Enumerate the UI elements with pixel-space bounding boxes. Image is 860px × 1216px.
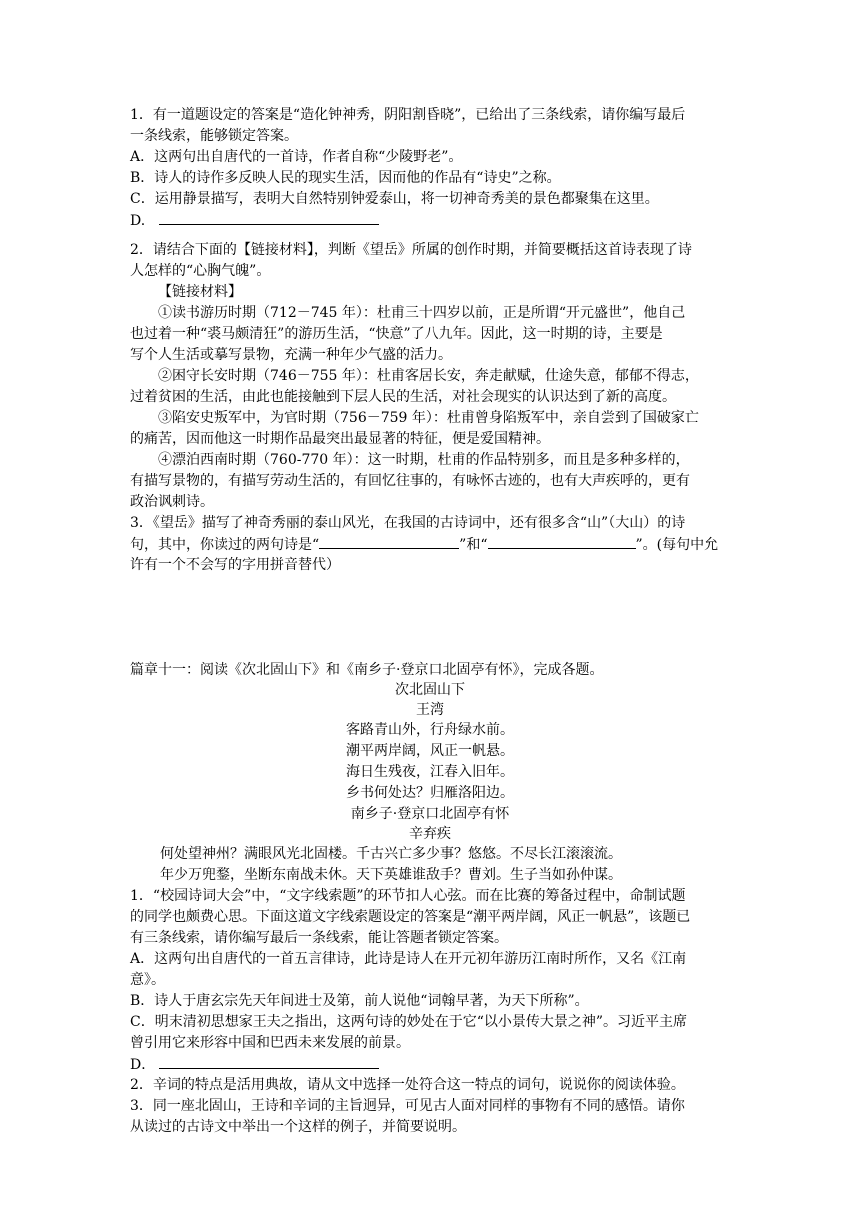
s2-q1-option-c-1: C．明末清初思想家王夫之指出，这两句诗的妙处在于它“以小景传大景之神”。习近平主席 [130, 1014, 688, 1030]
poem1-line-4: 乡书何处达？归雁洛阳边。 [346, 785, 514, 801]
s1-q2-line-1: 2．请结合下面的【链接材料】，判断《望岳》所属的创作时期，并简要概括这首诗表现了诗 [130, 242, 692, 258]
s2-q1-option-a-2: 意》。 [130, 972, 165, 988]
s1-q1-answer-blank[interactable] [159, 210, 379, 225]
s2-q1-option-b: B．诗人于唐玄宗先天年间进士及第，前人说他“词翰早著，为天下所称”。 [130, 993, 589, 1009]
s2-q1-d-label: D． [130, 1057, 156, 1073]
s2-q3-line-1: 3．同一座北固山，王诗和辛词的主旨迥异，可见古人面对同样的事物有不同的感悟。请你 [130, 1098, 685, 1114]
s2-q1-option-a-1: A．这两句出自唐代的一首五言律诗，此诗是诗人在开元初年游历江南时所作，又名《江南 [130, 951, 687, 967]
s1-q2-line-2: 人怎样的“心胸气魄”。 [130, 263, 271, 279]
s1-q2-material-line-8: ④漂泊西南时期（760-770 年）：这一时期，杜甫的作品特别多，而且是多种多样的， [158, 452, 690, 468]
s1-q3-text-a: 句，其中，你读过的两句诗是“ [130, 537, 320, 553]
s2-heading: 篇章十一：阅读《次北固山下》和《南乡子·登京口北固亭有怀》，完成各题。 [130, 662, 604, 678]
s1-q2-material-line-7: 的痛苦，因而他这一时期作品最突出最显著的特征，便是爱国精神。 [130, 431, 550, 447]
poem2-line-1: 何处望神州？满眼风光北固楼。千古兴亡多少事？悠悠。不尽长江滚滚流。 [160, 846, 622, 862]
s1-q3-line-3: 许有一个不会写的字用拼音替代） [130, 557, 340, 573]
s2-q1-line-2: 的同学也颇费心思。下面这道文字线索题设定的答案是“潮平两岸阔，风正一帆悬”，该题已 [130, 909, 691, 925]
s1-q2-material-line-4: ②困守长安时期（746－755 年）：杜甫客居长安，奔走献赋，仕途失意，郁郁不得志， [158, 368, 699, 384]
poem1-line-1: 客路青山外，行舟绿水前。 [346, 722, 514, 738]
s1-q2-material-line-3: 写个人生活或摹写景物，充满一种年少气盛的活力。 [130, 347, 452, 363]
s1-q1-option-a: A．这两句出自唐代的一首诗，作者自称“少陵野老”。 [130, 149, 463, 165]
s1-q2-material-title: 【链接材料】 [158, 284, 242, 300]
s1-q1-line-2: 一条线索，能够锁定答案。 [130, 128, 298, 144]
s1-q1-d-label: D. [130, 213, 146, 229]
s1-q3-blank-1[interactable] [319, 534, 459, 549]
s1-q3-blank-2[interactable] [488, 534, 636, 549]
s1-q3-line-2 [130, 534, 718, 555]
s1-q1-option-c: C．运用静景描写，表明大自然特别钟爱泰山，将一切神奇秀美的景色都聚集在这里。 [130, 191, 659, 207]
s1-q1-option-b: B．诗人的诗作多反映人民的现实生活，因而他的作品有“诗史”之称。 [130, 170, 561, 186]
s1-q2-material-line-6: ③陷安史叛军中，为官时期（756－759 年）：杜甫曾身陷叛军中，亲自尝到了国破家亡 [158, 410, 699, 426]
s2-q1-line-3: 有三条线索，请你编写最后一条线索，能让答题者锁定答案。 [130, 930, 508, 946]
poem1-title: 次北固山下 [395, 682, 465, 698]
poem2-line-2: 年少万兜鍪，坐断东南战未休。天下英雄谁敌手？曹刘。生子当如孙仲谋。 [160, 867, 622, 883]
poem1-line-2: 潮平两岸阔，风正一帆悬。 [346, 743, 514, 759]
s1-q2-material-line-2: 也过着一种“裘马颇清狂”的游历生活，“快意”了八九年。因此，这一时期的诗，主要是 [130, 326, 663, 342]
s2-q1-option-d [130, 1054, 379, 1075]
s1-q2-material-line-1: ①读书游历时期（712－745 年）：杜甫三十四岁以前，正是所谓“开元盛世”，他自己 [158, 305, 686, 321]
s2-q3-line-2: 从读过的古诗文中举出一个这样的例子，并简要说明。 [130, 1119, 466, 1135]
s2-q1-answer-blank[interactable] [159, 1054, 379, 1069]
poem1-author: 王湾 [416, 702, 444, 718]
s1-q2-material-line-5: 过着贫困的生活，由此也能接触到下层人民的生活，对社会现实的认识达到了新的高度。 [130, 389, 676, 405]
s1-q3-text-b: ”和“ [459, 537, 488, 553]
s1-q3-text-c: ”。(每句中允 [635, 537, 719, 553]
s1-q1-option-d [130, 210, 379, 231]
s1-q2-material-line-10: 政治讽刺诗。 [130, 494, 214, 510]
s2-q2: 2．辛词的特点是活用典故，请从文中选择一处符合这一特点的词句，说说你的阅读体验。 [130, 1077, 685, 1093]
poem1-line-3: 海日生残夜，江春入旧年。 [346, 764, 514, 780]
s1-q1-line-1: 1．有一道题设定的答案是“造化钟神秀，阴阳割昏晓”，已给出了三条线索，请你编写最后 [130, 107, 686, 123]
s1-q3-line-1: 3．《望岳》描写了神奇秀丽的泰山风光，在我国的古诗词中，还有很多含“山”（大山）的诗 [130, 515, 686, 531]
poem2-title: 南乡子·登京口北固亭有怀 [350, 806, 510, 822]
s2-q1-option-c-2: 曾引用它来形容中国和巴西未来发展的前景。 [130, 1035, 410, 1051]
poem2-author: 辛弃疾 [409, 826, 451, 842]
s1-q2-material-line-9: 有描写景物的，有描写劳动生活的，有回忆往事的，有咏怀古迹的，也有大声疾呼的，更有 [130, 473, 690, 489]
s2-q1-line-1: 1．“校园诗词大会”中，“文字线索题”的环节扣人心弦。而在比赛的筹备过程中，命制试题 [130, 888, 686, 904]
